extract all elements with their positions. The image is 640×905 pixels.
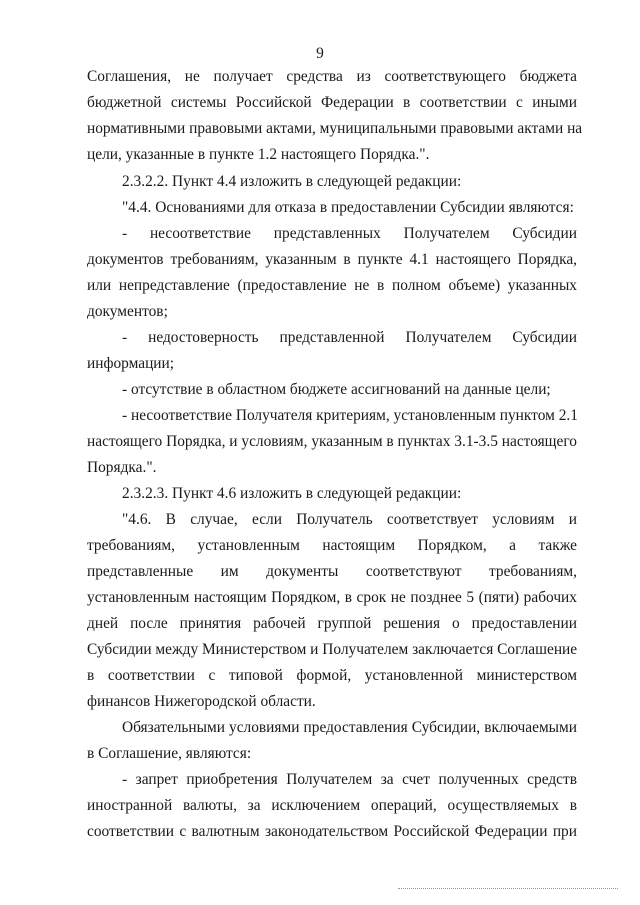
text-line: - несоответствие представленных Получателем Субсидии: [122, 225, 577, 242]
text-line: - запрет приобретения Получателем за счет полученных средств: [122, 771, 577, 788]
text-line: в Соглашение, являются:: [87, 745, 252, 762]
text-line: нормативными правовыми актами, муниципальными правовыми актами на: [87, 120, 583, 137]
text-line: Соглашения, не получает средства из соответствующего бюджета: [87, 68, 577, 85]
text-line: иностранной валюты, за исключением операций, осуществляемых в: [87, 797, 577, 814]
text-line: дней после принятия рабочей группой решения о предоставлении: [87, 615, 577, 632]
text-line: в соответствии с типовой формой, установленной министерством: [87, 667, 577, 684]
text-line: информации;: [87, 355, 175, 372]
text-line: бюджетной системы Российской Федерации в соответствии с иными: [87, 94, 577, 111]
text-line: "4.4. Основаниями для отказа в предоставлении Субсидии являются:: [122, 199, 574, 216]
text-line: Субсидии между Министерством и Получателем заключается Соглашение: [87, 641, 578, 658]
text-line: установленным настоящим Порядком, в срок не позднее 5 (пяти) рабочих: [87, 589, 577, 606]
text-line: "4.6. В случае, если Получатель соответствует условиям и: [122, 511, 577, 528]
text-line: документов требованиям, указанным в пункте 4.1 настоящего Порядка,: [87, 251, 577, 268]
text-line: Обязательными условиями предоставления Субсидии, включаемыми: [122, 719, 577, 736]
page-number: 9: [316, 45, 324, 62]
text-line: или непредставление (предоставление не в полном объеме) указанных: [87, 277, 577, 294]
text-line: Порядка.".: [87, 459, 157, 476]
text-line: 2.3.2.3. Пункт 4.6 изложить в следующей редакции:: [122, 485, 462, 502]
text-line: - несоответствие Получателя критериям, установленным пунктом 2.1: [122, 407, 578, 424]
text-line: настоящего Порядка, и условиям, указанным в пунктах 3.1-3.5 настоящего: [87, 433, 577, 450]
text-line: финансов Нижегородской области.: [87, 693, 316, 710]
text-line: - недостоверность представленной Получателем Субсидии: [122, 329, 577, 346]
text-line: представленные им документы соответствуют требованиям,: [87, 563, 577, 580]
scan-artifact: [398, 882, 618, 889]
text-line: соответствии с валютным законодательством Российской Федерации при: [87, 823, 577, 840]
text-line: требованиям, установленным настоящим Порядком, а также: [87, 537, 577, 554]
text-line: - отсутствие в областном бюджете ассигнований на данные цели;: [122, 381, 551, 398]
text-line: 2.3.2.2. Пункт 4.4 изложить в следующей редакции:: [122, 173, 462, 190]
text-line: документов;: [87, 303, 168, 320]
text-line: цели, указанные в пункте 1.2 настоящего Порядка.".: [87, 146, 430, 163]
